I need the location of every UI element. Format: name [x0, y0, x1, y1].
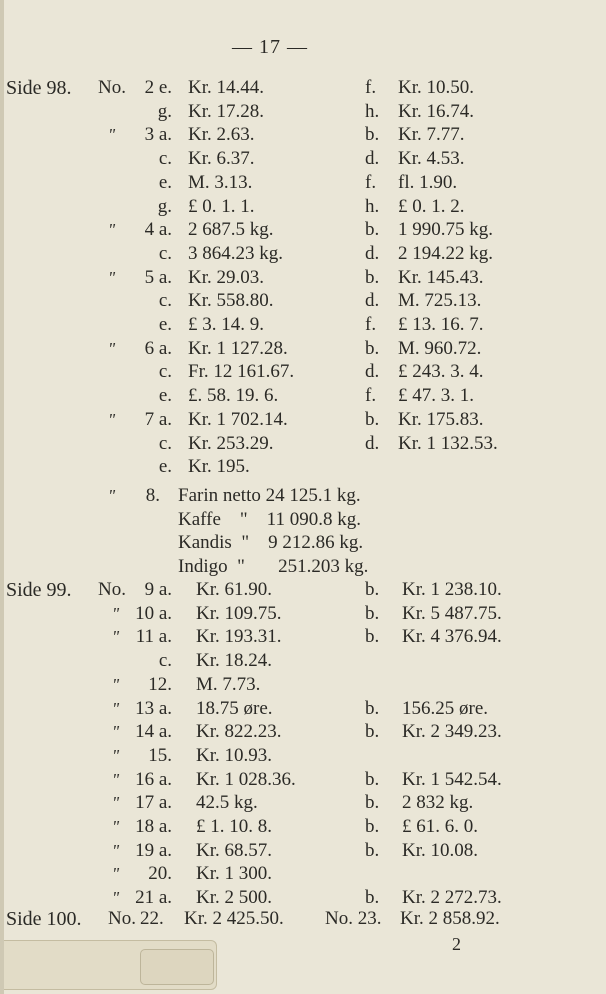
goods-row — [0, 508, 606, 532]
value-b: £ 0. 1. 2. — [398, 195, 465, 217]
ditto-mark: " — [112, 603, 120, 623]
tab-window — [140, 949, 214, 985]
value-a: Kr. 1 702.14. — [188, 408, 288, 430]
sub-label: e. — [158, 314, 172, 335]
value-a: Kr. 2.63. — [188, 124, 255, 146]
ditto-mark: " — [112, 840, 120, 860]
sub-label-b: b. — [365, 816, 380, 837]
value-b: Kr. 2 349.23. — [402, 721, 502, 743]
sub-label: 18 a. — [135, 816, 172, 837]
entry-row — [0, 744, 606, 768]
sub-label-b: b. — [365, 124, 380, 146]
goods-text: Farin netto 24 125.1 kg. — [178, 485, 361, 506]
ditto-mark: " — [112, 817, 120, 836]
value-a: Kr. 61.90. — [196, 579, 272, 600]
value-b: Kr. 5 487.75. — [402, 602, 502, 624]
entry-row — [0, 289, 606, 313]
sub-label: 13 a. — [135, 697, 172, 719]
sub-label: 15. — [148, 744, 172, 766]
sub-label: e. — [158, 385, 172, 407]
sub-label: c. — [158, 148, 172, 170]
sub-label: 17 a. — [135, 792, 172, 814]
sub-label-b: b. — [365, 219, 380, 241]
no-label: No. — [98, 77, 126, 98]
entry-row — [0, 697, 606, 721]
entry-row — [0, 147, 606, 171]
side-label: Side 100. — [6, 908, 82, 930]
entry-row — [0, 195, 606, 219]
value-b: Kr. 4 376.94. — [402, 626, 502, 648]
sub-label: 7 a. — [144, 408, 172, 430]
sub-label: 21 a. — [135, 887, 172, 909]
entry-row — [0, 862, 606, 886]
value-b: 156.25 øre. — [402, 697, 489, 719]
sub-label: e. — [158, 171, 172, 193]
sub-label: g. — [157, 195, 172, 217]
sub-label: 8. — [145, 485, 160, 506]
sub-label-b: b. — [365, 768, 380, 790]
value-a: Kr. 68.57. — [196, 839, 272, 861]
side-label: Side 98. — [6, 77, 72, 99]
entry-row — [0, 602, 606, 626]
ditto-mark: " — [108, 409, 116, 429]
sub-label: c. — [158, 361, 172, 383]
goods-text: Kandis " 9 212.86 kg. — [178, 532, 364, 554]
sub-label-b: b. — [365, 887, 380, 909]
sub-label-b: b. — [365, 626, 380, 648]
entry-row — [0, 815, 606, 839]
entry-row — [0, 242, 606, 266]
value-a: Kr. 6.37. — [188, 148, 255, 170]
sub-label-b: h. — [365, 195, 380, 217]
entry-row — [0, 100, 606, 124]
entry-row — [0, 76, 606, 100]
value-b: Kr. 10.08. — [402, 839, 478, 861]
entry-row — [0, 218, 606, 242]
value-a: M. 3.13. — [188, 171, 253, 193]
sub-label-b: b. — [365, 721, 380, 743]
entry-row — [0, 768, 606, 792]
value-a: 42.5 kg. — [196, 792, 258, 814]
goods-row — [0, 555, 606, 579]
value-a: M. 7.73. — [196, 673, 261, 695]
value-a: £ 1. 10. 8. — [196, 816, 272, 837]
ditto-mark: " — [112, 722, 120, 742]
value-a: Kr. 10.93. — [196, 744, 272, 766]
sub-label-b: d. — [365, 148, 380, 170]
sub-label: 14 a. — [135, 721, 172, 743]
sub-label: 5 a. — [144, 266, 172, 288]
sub-label-b: b. — [365, 602, 380, 624]
ditto-mark: " — [112, 864, 120, 884]
sub-label-b: b. — [365, 792, 380, 814]
entry-row — [0, 337, 606, 361]
value-b: £ 47. 3. 1. — [398, 385, 474, 407]
ditto-mark: " — [108, 338, 116, 358]
ditto-mark: " — [112, 745, 120, 765]
value-a: £ 0. 1. 1. — [188, 195, 255, 217]
ditto-mark: " — [112, 888, 120, 908]
entry-row — [0, 313, 606, 337]
ditto-mark: " — [112, 769, 120, 789]
sub-label: 6 a. — [144, 337, 172, 359]
sub-label-b: f. — [365, 314, 377, 335]
value-a: Kr. 14.44. — [188, 77, 264, 98]
value-b: Kr. 2 858.92. — [400, 908, 500, 929]
sub-label: 4 a. — [144, 219, 172, 241]
sub-label: c. — [158, 650, 172, 672]
ditto-mark: " — [108, 486, 116, 505]
ditto-mark: " — [112, 698, 120, 718]
entry-row — [0, 266, 606, 290]
value-a: Kr. 2 425.50. — [184, 908, 284, 929]
value-a: 3 864.23 kg. — [188, 242, 283, 264]
value-b: M. 960.72. — [398, 337, 482, 359]
sub-label: 20. — [148, 863, 172, 885]
value-a: Kr. 18.24. — [196, 650, 272, 672]
goods-text: Indigo " 251.203 kg. — [178, 556, 369, 578]
value-a: Kr. 2 500. — [196, 887, 272, 909]
value-a: Kr. 558.80. — [188, 290, 274, 312]
value-b: fl. 1.90. — [398, 171, 458, 193]
entry-row — [0, 649, 606, 673]
sub-label-b: d. — [365, 432, 380, 454]
value-a: 18.75 øre. — [196, 697, 273, 719]
value-a: Kr. 17.28. — [188, 100, 264, 122]
value-b: M. 725.13. — [398, 290, 482, 312]
sub-label: c. — [158, 290, 172, 312]
entry-row — [0, 673, 606, 697]
value-b: Kr. 1 132.53. — [398, 432, 498, 454]
entry-row — [0, 578, 606, 602]
value-b: £ 13. 16. 7. — [398, 314, 484, 335]
signature-mark: 2 — [452, 934, 461, 954]
sub-label-b: d. — [365, 290, 380, 312]
ditto-mark: " — [112, 793, 120, 813]
value-a: Kr. 29.03. — [188, 266, 264, 288]
value-a: Kr. 1 028.36. — [196, 768, 296, 790]
value-b: Kr. 4.53. — [398, 148, 465, 170]
sub-label: 22. — [140, 908, 164, 929]
value-a: Kr. 1 127.28. — [188, 337, 288, 359]
value-a: 2 687.5 kg. — [188, 219, 274, 241]
ditto-mark: " — [108, 125, 116, 145]
sub-label-b: b. — [365, 266, 380, 288]
sub-label-b: d. — [365, 361, 380, 383]
entry-row — [0, 171, 606, 195]
sub-label: 10 a. — [135, 602, 172, 624]
sub-label: 9 a. — [144, 579, 172, 600]
sub-label: c. — [158, 432, 172, 454]
sub-label-b: b. — [365, 579, 380, 600]
value-b: Kr. 1 238.10. — [402, 579, 502, 600]
ditto-mark: " — [112, 627, 120, 647]
entry-row — [0, 360, 606, 384]
entry-row — [0, 384, 606, 408]
sub-label-b: b. — [365, 408, 380, 430]
sub-label: 11 a. — [135, 626, 172, 648]
sub-label-b: f. — [365, 77, 377, 98]
no-label: No. — [98, 579, 126, 600]
value-a: £. 58. 19. 6. — [188, 385, 279, 407]
entry-row — [0, 455, 606, 479]
sub-label: 16 a. — [135, 768, 172, 790]
side-label: Side 99. — [6, 579, 72, 601]
sub-label: 19 a. — [135, 839, 172, 861]
entry-row — [0, 839, 606, 863]
value-b: Kr. 10.50. — [398, 77, 474, 98]
value-b: Kr. 1 542.54. — [402, 768, 502, 790]
ditto-mark: " — [108, 220, 116, 240]
no-label-2: No. 23. — [325, 908, 382, 929]
entry-row — [0, 408, 606, 432]
value-a: Kr. 109.75. — [196, 602, 282, 624]
goods-text: Kaffe " 11 090.8 kg. — [178, 508, 361, 530]
sub-label-b: b. — [365, 697, 380, 719]
value-a: Kr. 822.23. — [196, 721, 282, 743]
entry-row — [0, 720, 606, 744]
sub-label-b: f. — [365, 385, 377, 407]
value-b: £ 243. 3. 4. — [398, 361, 484, 383]
value-b: 2 832 kg. — [402, 792, 474, 814]
sub-label-b: f. — [365, 171, 377, 193]
sub-label-b: b. — [365, 337, 380, 359]
value-b: Kr. 7.77. — [398, 124, 465, 146]
value-a: Kr. 1 300. — [196, 863, 272, 885]
entry-row — [0, 625, 606, 649]
entry-row — [0, 123, 606, 147]
no-label: No. — [108, 908, 136, 929]
ditto-mark: " — [108, 267, 116, 287]
value-a: Kr. 253.29. — [188, 432, 274, 454]
value-b: Kr. 175.83. — [398, 408, 484, 430]
value-a: Kr. 195. — [188, 456, 250, 478]
side-100-line — [0, 907, 606, 931]
value-b: 2 194.22 kg. — [398, 242, 493, 264]
value-a: Fr. 12 161.67. — [188, 361, 295, 383]
sub-label-b: d. — [365, 242, 380, 264]
value-b: Kr. 145.43. — [398, 266, 484, 288]
sub-label-b: b. — [365, 839, 380, 861]
sub-label-b: h. — [365, 100, 380, 122]
page-number: — 17 — — [232, 36, 308, 58]
value-b: Kr. 16.74. — [398, 100, 474, 122]
sub-label: e. — [158, 456, 172, 478]
value-b: £ 61. 6. 0. — [402, 816, 478, 837]
sub-label: c. — [158, 242, 172, 264]
sub-label: g. — [157, 100, 172, 122]
sub-label: 12. — [148, 673, 172, 695]
entry-row — [0, 432, 606, 456]
value-a: £ 3. 14. 9. — [188, 314, 264, 335]
goods-row — [0, 531, 606, 555]
value-a: Kr. 193.31. — [196, 626, 282, 648]
goods-row — [0, 484, 606, 508]
sub-label: 3 a. — [144, 124, 172, 146]
sub-label: 2 e. — [144, 77, 172, 98]
ditto-mark: " — [112, 674, 120, 694]
value-b: Kr. 2 272.73. — [402, 887, 502, 909]
value-b: 1 990.75 kg. — [398, 219, 493, 241]
entry-row — [0, 791, 606, 815]
page-tab — [4, 940, 217, 990]
